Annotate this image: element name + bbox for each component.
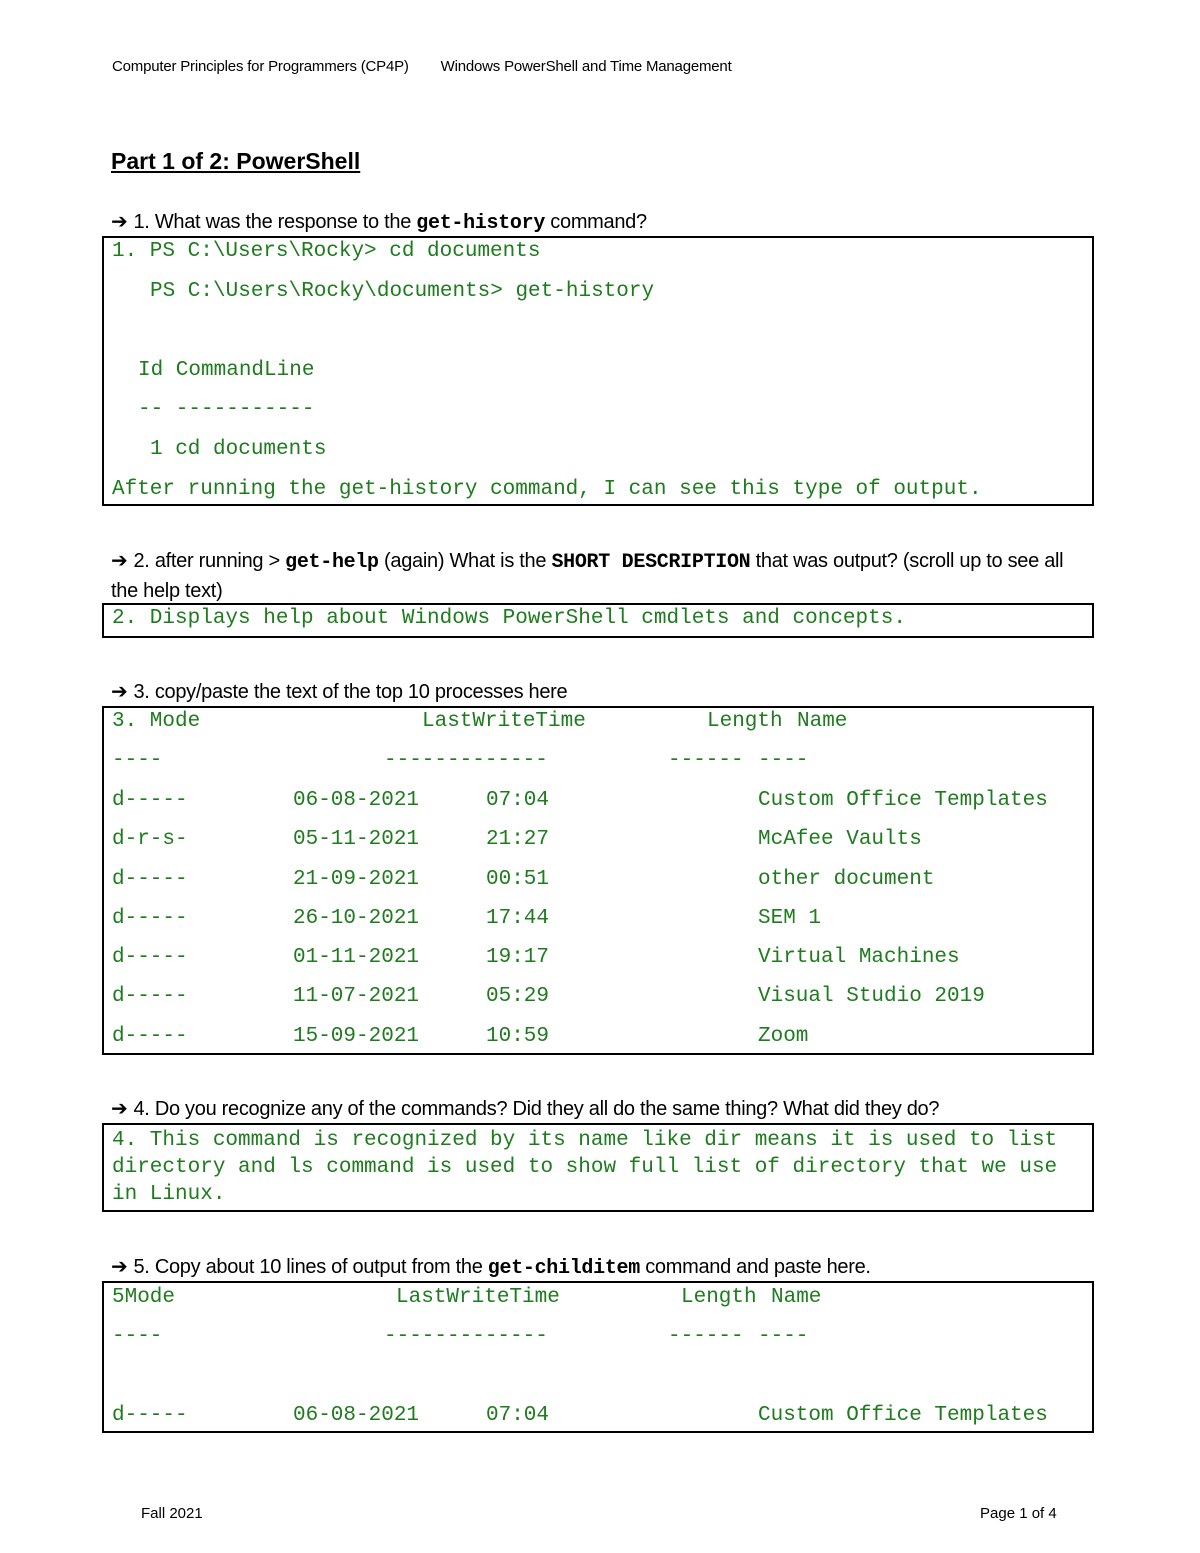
question-number: 1. [133, 211, 150, 233]
cell-mode: d----- [112, 985, 188, 1008]
cell-date: 21-09-2021 [293, 868, 420, 891]
rule-mode: ---- [112, 1325, 163, 1348]
footer-page-number: Page 1 of 4 [980, 1505, 1057, 1522]
question-1 [111, 208, 1091, 238]
cell-mode: d-r-s- [112, 828, 188, 851]
answer-line: PS C:\Users\Rocky\documents> get-history [150, 280, 655, 303]
arrow-right-icon: ➔ [111, 211, 128, 233]
command-text: SHORT DESCRIPTION [551, 551, 751, 574]
question-text: Do you recognize any of the commands? Did they all do the same thing? What did they do? [154, 1098, 940, 1120]
answer-box-3 [102, 706, 1094, 1055]
cell-name: SEM 1 [758, 907, 822, 930]
rule-length: ------ [668, 1325, 744, 1348]
answer-box-1 [102, 236, 1094, 506]
arrow-right-icon: ➔ [111, 681, 128, 703]
cell-date: 01-11-2021 [293, 946, 420, 969]
col-name-header: Name [797, 710, 848, 733]
question-3 [111, 678, 1091, 706]
footer-term: Fall 2021 [141, 1505, 203, 1522]
col-lastwritetime-header: LastWriteTime [396, 1286, 560, 1309]
question-4 [111, 1095, 1091, 1123]
answer-box-4 [102, 1123, 1094, 1212]
answer-line: -- ----------- [138, 398, 315, 421]
cell-name: Custom Office Templates [758, 789, 1048, 812]
col-mode-header: 5Mode [112, 1286, 176, 1309]
question-text: Copy about 10 lines of output from the [154, 1256, 483, 1278]
command-text: get-childitem [487, 1257, 640, 1280]
question-2 [111, 547, 1091, 605]
rule-lastwritetime: ------------- [384, 1325, 548, 1348]
cell-date: 15-09-2021 [293, 1025, 420, 1048]
cell-name: Custom Office Templates [758, 1404, 1048, 1427]
cell-time: 19:17 [486, 946, 550, 969]
cell-time: 17:44 [486, 907, 550, 930]
answer-box-5 [102, 1281, 1094, 1433]
cell-name: Visual Studio 2019 [758, 985, 985, 1008]
answer-line: 1 cd documents [150, 438, 327, 461]
question-text: (again) What is the [384, 550, 547, 572]
answer-line: 1. PS C:\Users\Rocky> cd documents [112, 240, 541, 263]
command-text: get-history [416, 212, 546, 235]
question-number: 3. [133, 681, 150, 703]
question-text: copy/paste the text of the top 10 processes here [154, 681, 568, 703]
cell-name: other document [758, 868, 935, 891]
cell-time: 05:29 [486, 985, 550, 1008]
answer-box-2 [102, 603, 1094, 638]
col-mode-header: 3. Mode [112, 710, 201, 733]
rule-name: ---- [758, 749, 809, 772]
cell-name: Zoom [758, 1025, 809, 1048]
rule-lastwritetime: ------------- [384, 749, 548, 772]
question-5 [111, 1253, 1091, 1283]
cell-mode: d----- [112, 1025, 188, 1048]
answer-line: 2. Displays help about Windows PowerShell cmdlets and concepts. [112, 607, 906, 630]
col-name-header: Name [771, 1286, 822, 1309]
col-length-header: Length [681, 1286, 757, 1309]
cell-mode: d----- [112, 1404, 188, 1427]
course-title: Computer Principles for Programmers (CP4P) [112, 58, 409, 75]
cell-date: 05-11-2021 [293, 828, 420, 851]
arrow-right-icon: ➔ [111, 1098, 128, 1120]
cell-date: 11-07-2021 [293, 985, 420, 1008]
rule-name: ---- [758, 1325, 809, 1348]
arrow-right-icon: ➔ [111, 550, 128, 572]
cell-time: 10:59 [486, 1025, 550, 1048]
question-text: command and paste here. [645, 1256, 871, 1278]
question-text: after running > [154, 550, 280, 572]
answer-note: After running the get-history command, I can see this type of output. [112, 478, 982, 501]
rule-mode: ---- [112, 749, 163, 772]
cell-mode: d----- [112, 946, 188, 969]
question-number: 4. [133, 1098, 150, 1120]
rule-length: ------ [668, 749, 744, 772]
command-text: get-help [285, 551, 379, 574]
topic-title: Windows PowerShell and Time Management [440, 58, 732, 75]
cell-name: McAfee Vaults [758, 828, 922, 851]
cell-date: 26-10-2021 [293, 907, 420, 930]
question-text: What was the response to the [154, 211, 412, 233]
cell-mode: d----- [112, 907, 188, 930]
cell-date: 06-08-2021 [293, 789, 420, 812]
question-text: that was output? (scroll up to see all the help text) [111, 550, 1064, 602]
col-lastwritetime-header: LastWriteTime [422, 710, 586, 733]
question-number: 5. [133, 1256, 150, 1278]
cell-time: 00:51 [486, 868, 550, 891]
question-number: 2. [133, 550, 150, 572]
col-length-header: Length [707, 710, 783, 733]
cell-name: Virtual Machines [758, 946, 960, 969]
page-header [112, 58, 760, 75]
answer-line: Id CommandLine [138, 359, 315, 382]
cell-date: 06-08-2021 [293, 1404, 420, 1427]
part-title: Part 1 of 2: PowerShell [111, 148, 361, 174]
cell-time: 07:04 [486, 1404, 550, 1427]
cell-mode: d----- [112, 868, 188, 891]
cell-time: 21:27 [486, 828, 550, 851]
cell-time: 07:04 [486, 789, 550, 812]
arrow-right-icon: ➔ [111, 1256, 128, 1278]
answer-paragraph: 4. This command is recognized by its name like dir means it is used to list directory and ls command is used to show full list of directory that we use in Linux. [112, 1129, 1070, 1206]
question-text: command? [550, 211, 647, 233]
cell-mode: d----- [112, 789, 188, 812]
